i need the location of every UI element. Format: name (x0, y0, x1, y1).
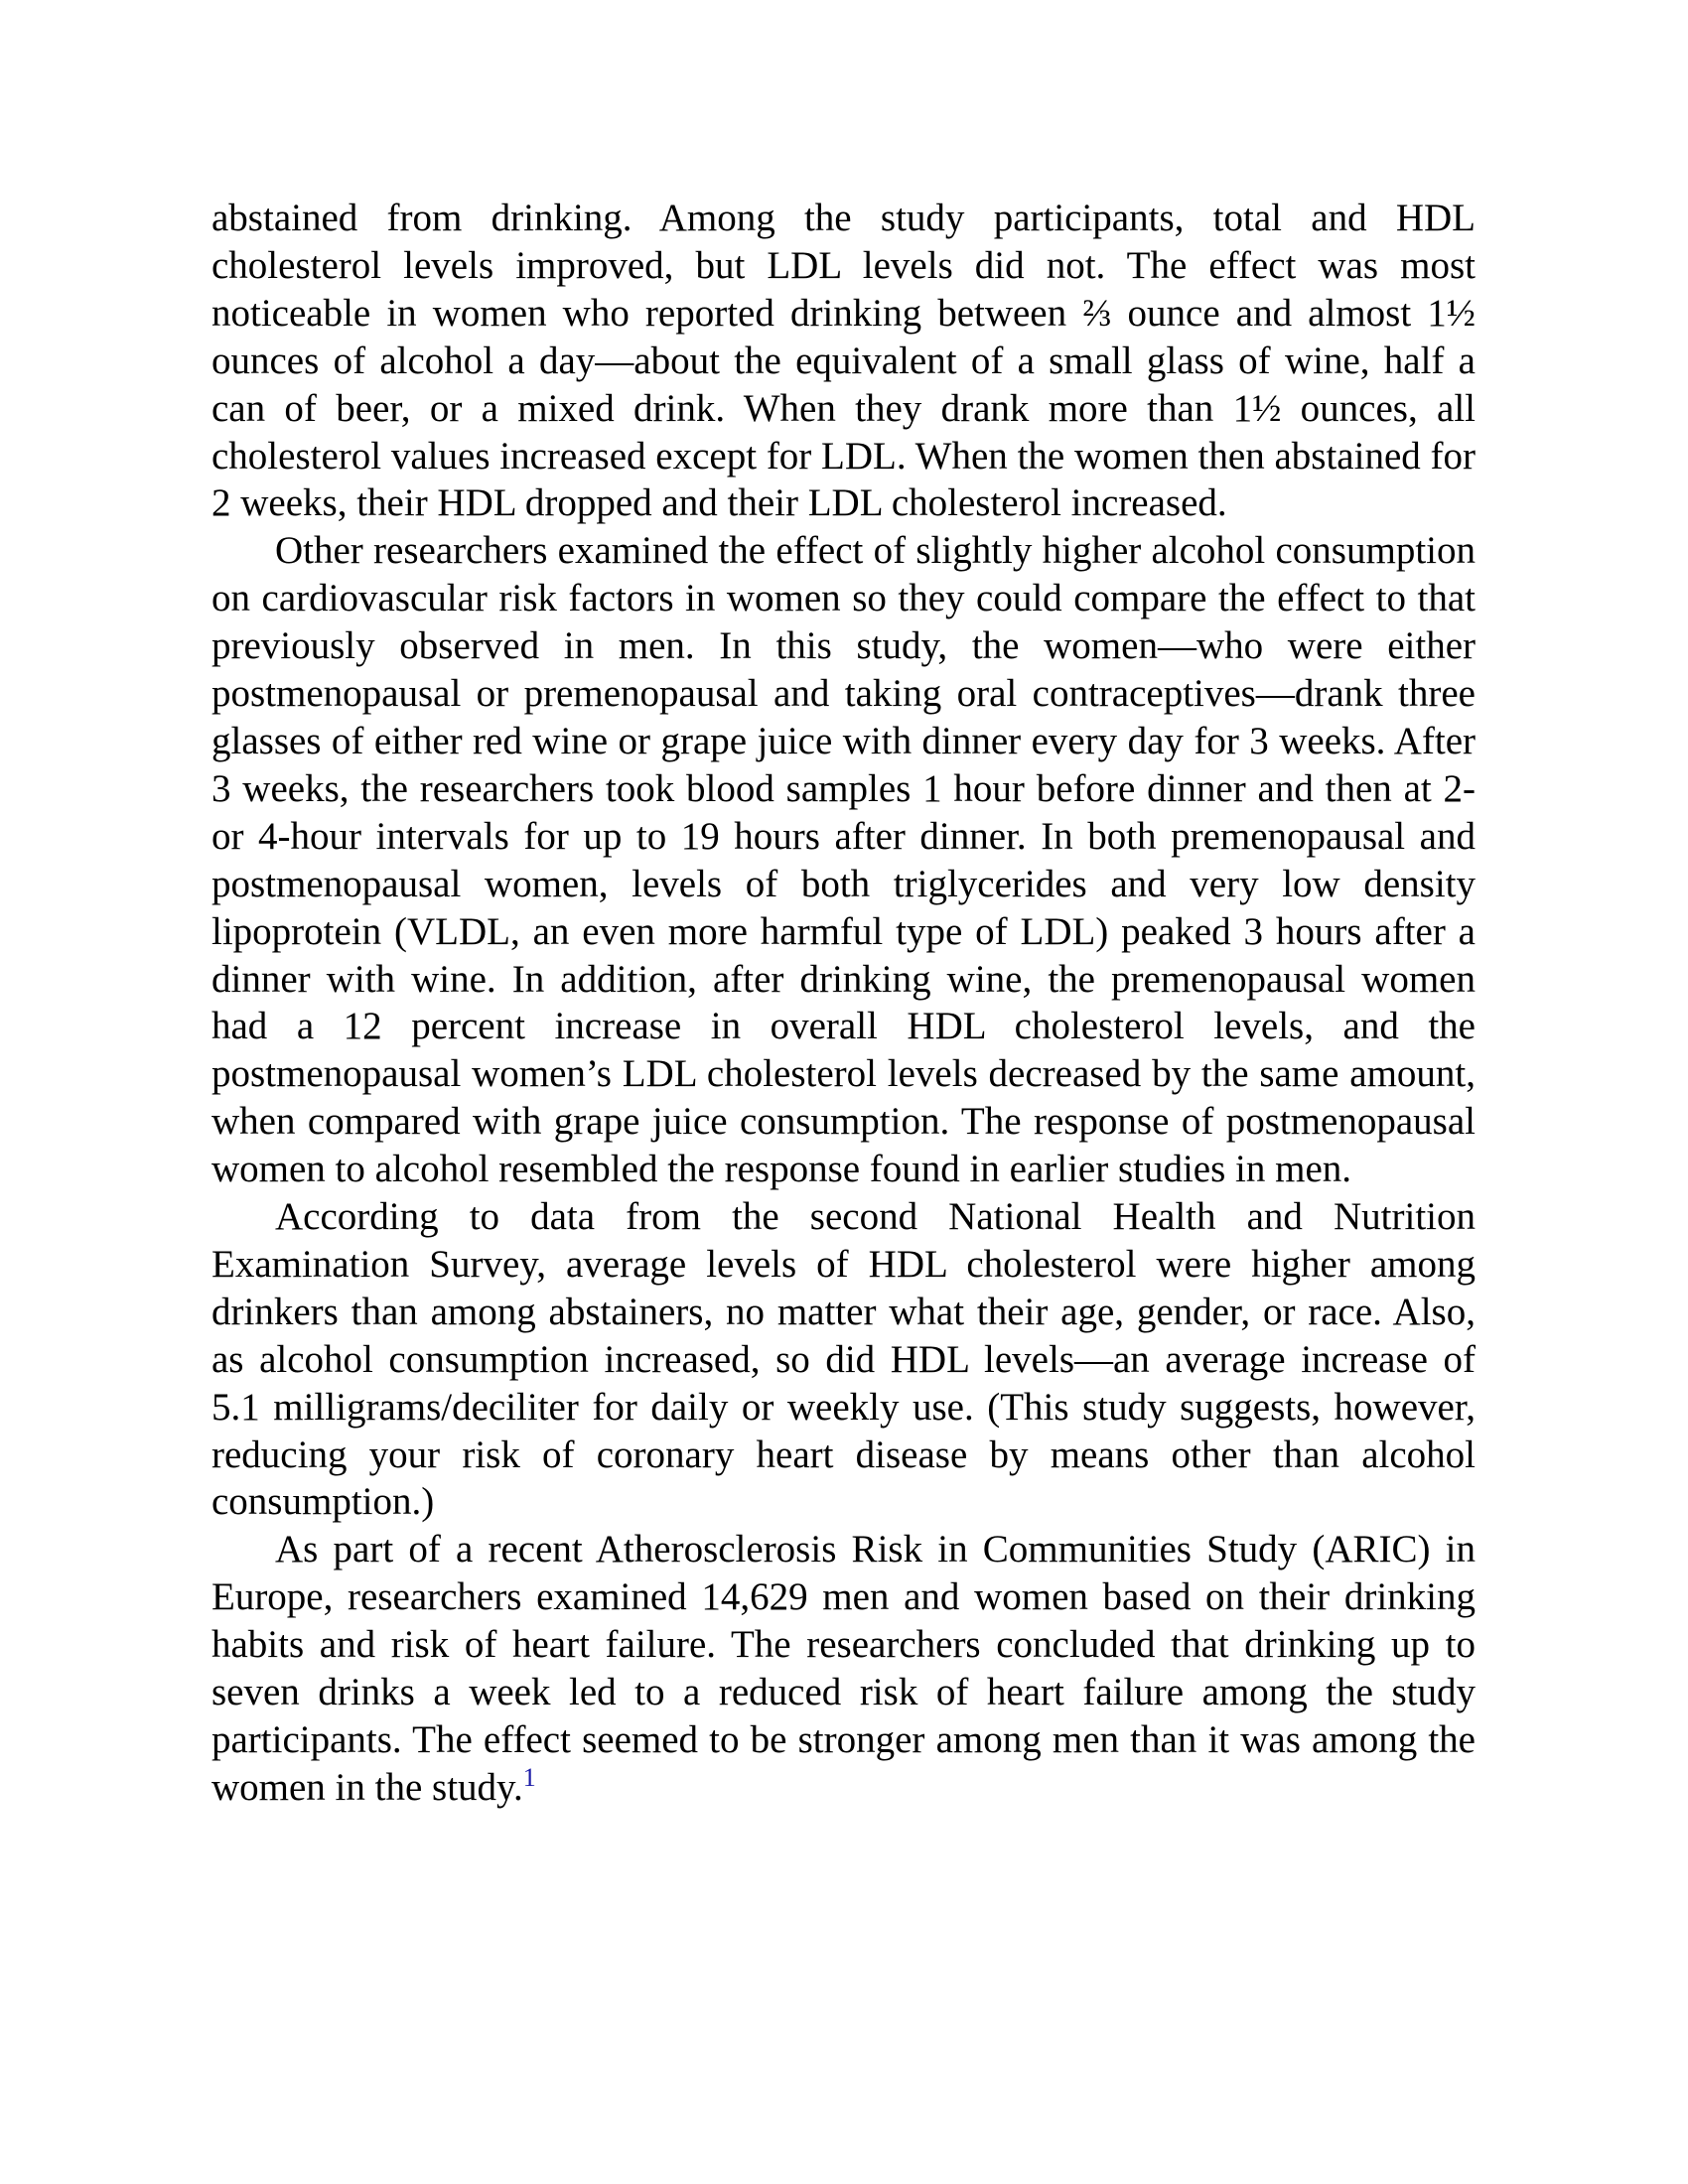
paragraph-aric-text: As part of a recent Atherosclerosis Risk in Communities Study (ARIC) in Europe, researchers examined 14,629 men and women based on their drinking habits and risk of heart failure. The researchers concluded that drinking up to seven drinks a week led to a reduced risk of heart failure among the study participants. The effect seemed to be stronger among men than it was among the women in the study. (211, 1528, 1476, 1809)
paragraph-wine-study: Other researchers examined the effect of slightly higher alcohol consumption on cardiovascular risk factors in women so they could compare the effect to that previously observed in men. In this study, the women—who were either postmenopausal or premenopausal and taking oral contraceptives—drank three glasses of either red wine or grape juice with dinner every day for 3 weeks. After 3 weeks, the researchers took blood samples 1 hour before dinner and then at 2- or 4-hour intervals for up to 19 hours after dinner. In both premenopausal and postmenopausal women, levels of both triglycerides and very low density lipoprotein (VLDL, an even more harmful type of LDL) peaked 3 hours after a dinner with wine. In addition, after drinking wine, the premenopausal women had a 12 percent increase in overall HDL cholesterol levels, and the postmenopausal women’s LDL cholesterol levels decreased by the same amount, when compared with grape juice consumption. The response of postmenopausal women to alcohol resembled the response found in earlier studies in men. (211, 529, 1476, 1191)
footnote-link[interactable]: 1 (522, 1762, 536, 1792)
paragraph-continued: abstained from drinking. Among the study participants, total and HDL cholesterol levels improved, but LDL levels did not. The effect was most noticeable in women who reported drinking between ⅔ ounce and almost 1½ ounces of alcohol a day—about the equivalent of a small glass of wine, half a can of beer, or a mixed drink. When they drank more than 1½ ounces, all cholesterol values increased except for LDL. When the women then abstained for 2 weeks, their HDL dropped and their LDL cholesterol increased. (211, 197, 1476, 525)
paragraph-nhanes-study: According to data from the second National Health and Nutrition Examination Survey, average levels of HDL cholesterol were higher among drinkers than among abstainers, no matter what their age, gender, or race. Also, as alcohol consumption increased, so did HDL levels—an average increase of 5.1 milligrams/deciliter for daily or weekly use. (This study suggests, however, reducing your risk of coronary heart disease by means other than alcohol consumption.) (211, 1195, 1476, 1524)
document-body (211, 195, 1476, 1812)
paragraph-aric-study (211, 1526, 1476, 1811)
